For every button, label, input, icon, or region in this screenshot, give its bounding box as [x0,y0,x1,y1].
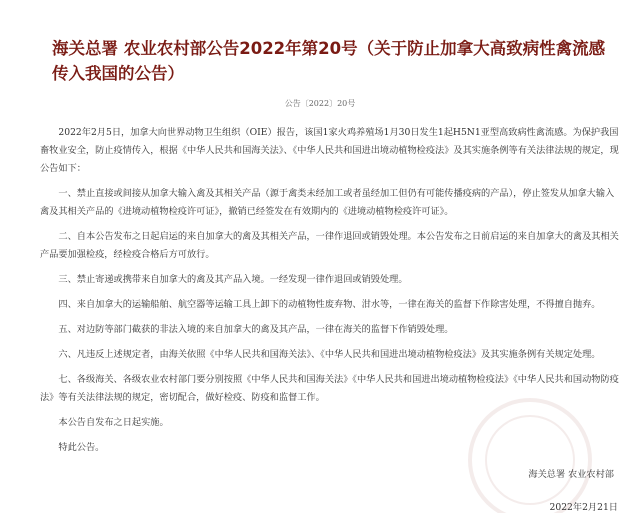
closing-notice: 特此公告。 [58,442,105,453]
clause-6: 六、凡违反上述规定者，由海关依照《中华人民共和国海关法》、《中华人民共和国进出境动植物检疫法》及其实施条例有关规定处理。 [58,349,601,360]
watermark-emblem [420,380,640,513]
clause-3: 三、禁止寄递或携带来自加拿大的禽及其产品入境。一经发现一律作退回或销毁处理。 [58,274,408,285]
clause-5: 五、对边防等部门截获的非法入境的来自加拿大的禽及其产品，一律在海关的监督下作销毁处理。 [58,324,454,335]
issuer-signature: 海关总署 农业农村部 [528,469,614,480]
clause-1: 一、禁止直接或间接从加拿大输入禽及其相关产品（源于禽类未经加工或者虽经加工但仍有可能传播疫病的产品），停止签发从加拿大输入禽及其相关产品的《进境动植物检疫许可证》，撤销已经签发在有效期内的《进境动植物检疫许可证》。 [40,188,615,217]
effective-notice: 本公告自发布之日起实施。 [58,417,169,428]
clause-4: 四、来自加拿大的运输船舶、航空器等运输工具上卸下的动植物性废弃物、泔水等，一律在海关的监督下作除害处理，不得擅自抛弃。 [58,299,601,310]
document-number: 公告〔2022〕20号 [284,99,356,108]
issue-date: 2022年2月21日 [549,502,618,513]
intro-paragraph: 2022年2月5日，加拿大向世界动物卫生组织（OIE）报告，该国1家火鸡养殖场1月30日发生1起H5N1亚型高致病性禽流感。为保护我国畜牧业安全，防止疫情传入，根据《中华人民共和国海关法》、《中华人民共和国进出境动植物检疫法》及其实施条例等有关法律法规的规定，现公告如下： [40,127,619,174]
clause-2: 二、自本公告发布之日起启运的来自加拿大的禽及其相关产品，一律作退回或销毁处理。本公告发布之日前启运的来自加拿大的禽及其相关产品要加强检疫，经检疫合格后方可放行。 [40,231,619,260]
clause-7: 七、各级海关、各级农业农村部门要分别按照《中华人民共和国海关法》《中华人民共和国进出境动植物检疫法》《中华人民共和国动物防疫法》等有关法律法规的规定，密切配合，做好检疫、防疫和监督工作。 [40,374,619,403]
page-title: 海关总署 农业农村部公告2022年第20号（关于防止加拿大高致病性禽流感传入我国的公告） [52,39,606,83]
